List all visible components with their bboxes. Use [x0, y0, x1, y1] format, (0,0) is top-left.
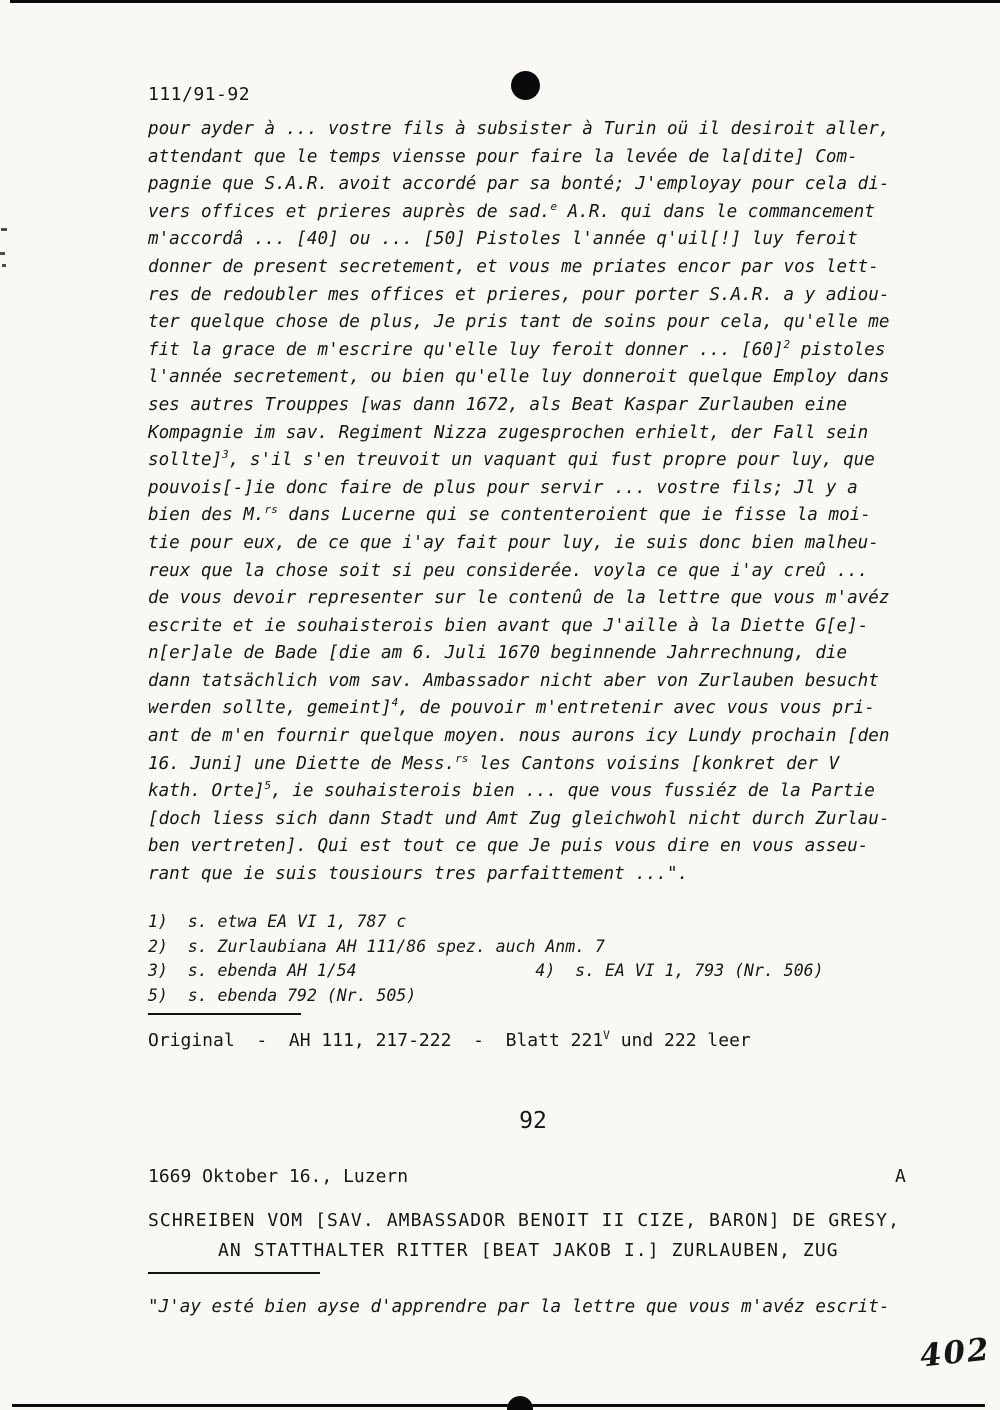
scan-speck	[1, 228, 7, 231]
marginal-letter: A	[895, 1166, 906, 1187]
body-text-line: werden sollte, gemeint]$^4$, de pouvoir m'entretenir avec vous vous pri-	[148, 696, 875, 719]
body-text-line: tie pour eux, de ce que i'ay fait pour luy, ie suis donc bien malheu-	[148, 532, 879, 553]
body-text-line: kath. Orte]$^5$, ie souhaisterois bien ... que vous fussiéz de la Partie	[148, 779, 875, 802]
scan-speck	[0, 252, 5, 255]
body-text-line: ses autres Trouppes [was dann 1672, als Beat Kaspar Zurlauben eine	[148, 394, 848, 415]
body-text-line: 16. Juni] une Diette de Mess.$^{rs}$ les Cantons voisins [konkret der V	[148, 751, 840, 774]
body-text-line: vers offices et prieres auprès de sad.$^e$ A.R. qui dans le commancement	[148, 199, 875, 222]
body-text-line: de vous devoir representer sur le contenû de la lettre que vous m'avéz	[148, 588, 890, 609]
entry-number-heading: 92	[519, 1108, 547, 1134]
body-text-line: pour ayder à ... vostre fils à subsister à Turin oü il desiroit aller,	[148, 119, 890, 139]
footnotes-block	[148, 910, 960, 1008]
footnote-line: 2) s. Zurlaubiana AH 111/86 spez. auch Anm. 7	[148, 936, 605, 956]
body-text-line: ant de m'en fournir quelque moyen. nous aurons icy Lundy prochain [den	[148, 726, 890, 747]
body-text-line: [doch liess sich dann Stadt und Amt Zug gleichwohl nicht durch Zurlau-	[148, 808, 890, 829]
scan-speck	[2, 264, 6, 267]
body-text-line: escrite et ie souhaisterois bien avant que J'aille à la Diette G[e]-	[148, 615, 869, 636]
body-text-line: fit la grace de m'escrire qu'elle luy feroit donner ... $[60]^2$ pistoles	[148, 337, 886, 360]
body-text-line: res de redoubler mes offices et prieres, pour porter S.A.R. a y adiou-	[148, 284, 890, 305]
date-place-line: 1669 Oktober 16., Luzern	[148, 1166, 409, 1187]
body-text-line: Kompagnie im sav. Regiment Nizza zugesprochen erhielt, der Fall sein	[148, 422, 869, 443]
body-text-line: ter quelque chose de plus, Je pris tant de soins pour cela, qu'elle me	[148, 312, 890, 333]
body-text-line: pagnie que S.A.R. avoit accordé par sa bonté; J'employay pour cela di-	[148, 174, 890, 195]
footnote-line: 3) s. ebenda AH 1/54 4) s. EA VI 1, 793 (Nr. 506)	[148, 961, 824, 981]
scan-top-border	[10, 0, 1000, 3]
body-text-line: n[er]ale de Bade [die am 6. Juli 1670 beginnende Jahrrechnung, die	[148, 643, 848, 664]
body-text-line: reux que la chose soit si peu considerée. voyla ce que i'ay creû ...	[148, 560, 869, 581]
heading-line: AN STATTHALTER RITTER [BEAT JAKOB I.] ZURLAUBEN, ZUG	[218, 1240, 839, 1261]
body-text-line: bien des M.$^{rs}$ dans Lucerne qui se contenteroient que ie fisse la moi-	[148, 503, 871, 526]
body-text-line: pouvois[-]ie donc faire de plus pour servir ... vostre fils; Jl y a	[148, 477, 858, 498]
divider-rule	[148, 1013, 301, 1015]
body-text-line: attendant que le temps viensse pour faire la levée de la[dite] Com-	[148, 146, 858, 167]
body-text-line: ben vertreten]. Qui est tout ce que Je puis vous dire en vous asseu-	[148, 836, 869, 857]
document-reference-number: 111/91-92	[148, 84, 251, 105]
body-text-line: l'année secretement, ou bien qu'elle luy donneroit quelque Employ dans	[148, 367, 890, 388]
body-text-line: sollte]$^3$, s'il s'en treuvoit un vaquant qui fust propre pour luy, que	[148, 448, 875, 471]
body-text-line: rant que ie suis tousiours tres parfaittement ...".	[148, 864, 689, 885]
body-text-line: m'accordâ ... [40] ou ... [50] Pistoles l'année q'uil[!] luy feroit	[148, 229, 858, 250]
body-text-line: donner de present secretement, et vous me priates encor par vos lett-	[148, 256, 879, 277]
body-text-line: dann tatsächlich vom sav. Ambassador nicht aber von Zurlauben besucht	[148, 670, 879, 691]
handwritten-folio-number: 402	[918, 1331, 993, 1375]
letter-opening-line: "J'ay esté bien ayse d'apprendre par la lettre que vous m'avéz escrit-	[148, 1297, 890, 1317]
punch-hole-dot-bottom	[507, 1396, 533, 1410]
footnote-line: 1) s. etwa EA VI 1, 787 c	[148, 912, 407, 931]
letter-body-text	[148, 116, 960, 889]
heading-line: SCHREIBEN VOM [SAV. AMBASSADOR BENOIT II CIZE, BARON] DE GRESY,	[148, 1210, 901, 1231]
date-row	[148, 1166, 960, 1187]
punch-hole-dot-top	[511, 71, 540, 100]
entry-title-heading	[148, 1206, 960, 1266]
divider-rule	[148, 1272, 320, 1274]
source-citation-line: Original - AH 111, 217-222 - Blatt $221^V$ und 222 leer	[148, 1029, 751, 1051]
footnote-line: 5) s. ebenda 792 (Nr. 505)	[148, 985, 417, 1005]
scan-bottom-border	[12, 1404, 985, 1407]
